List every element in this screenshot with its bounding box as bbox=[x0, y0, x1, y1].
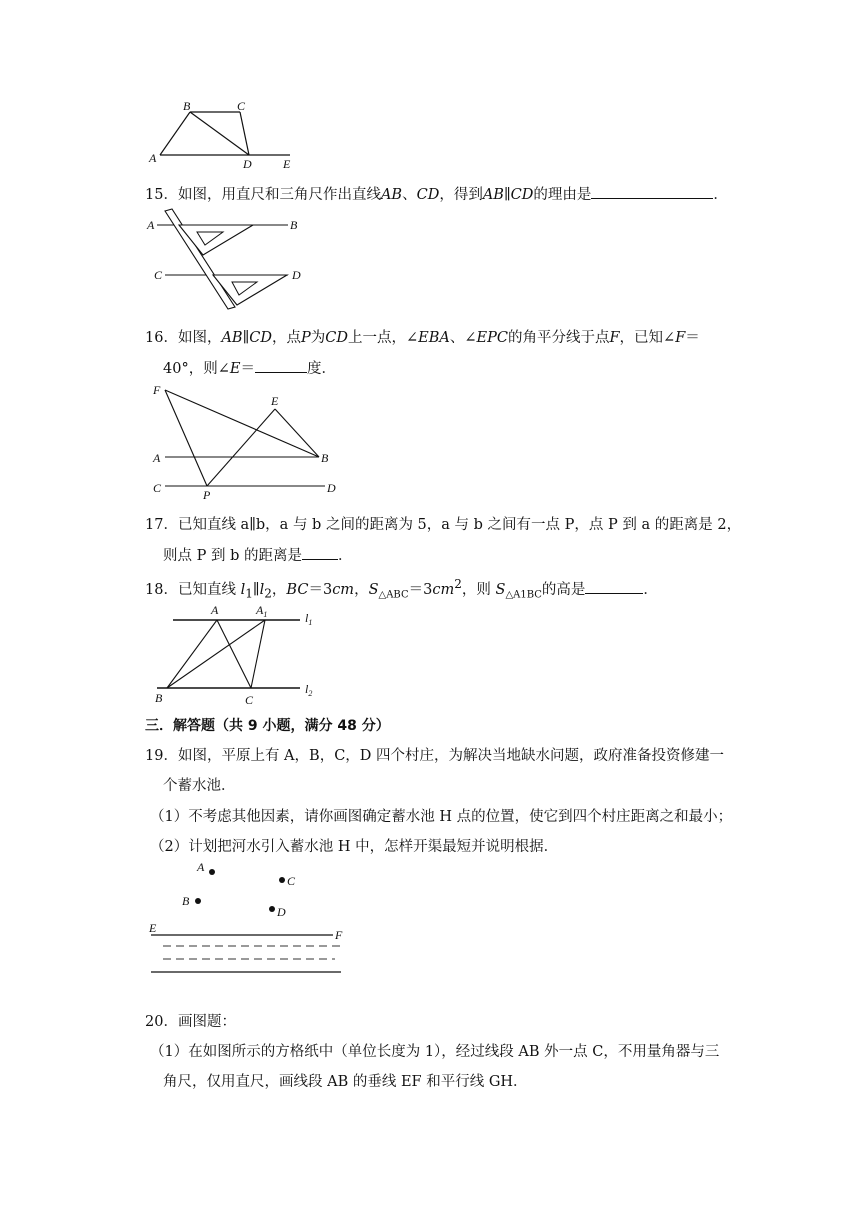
q15-sep: 、 bbox=[402, 187, 417, 203]
fig18-label-l2: $l_2$ bbox=[305, 682, 313, 698]
figure-q14-trapezoid bbox=[145, 96, 305, 172]
question-19-line-1 bbox=[145, 744, 724, 765]
fig16-label-p: P bbox=[203, 488, 211, 502]
q18-t: 的高是 bbox=[541, 581, 586, 598]
fig18-label-a: A bbox=[211, 603, 219, 617]
q18-cm: cm bbox=[332, 581, 355, 598]
q17-text-1: 已知直线 a∥b，a 与 b 之间的距离为 5，a 与 b 之间有一点 P，点 P 到 a 的距离是 2， bbox=[177, 517, 742, 533]
q18-l2: l bbox=[259, 581, 265, 598]
fig15-label-b: B bbox=[290, 218, 298, 232]
fig15-label-a: A bbox=[147, 218, 155, 232]
q15-number: 15． bbox=[145, 187, 178, 203]
q16-text-i: 、∠ bbox=[449, 330, 477, 346]
fig14-label-a: A bbox=[149, 151, 157, 165]
fig15-label-d: D bbox=[292, 268, 301, 282]
q15-ab: AB bbox=[380, 187, 403, 203]
fig19-label-b: B bbox=[182, 894, 190, 908]
q18-s2: S bbox=[495, 581, 506, 598]
q19-text-1: 如图，平原上有 A，B，C，D 四个村庄，为解决当地缺水问题，政府准备投资修建一 bbox=[177, 748, 725, 764]
fig16-label-d: D bbox=[327, 481, 336, 495]
q20-number: 20． bbox=[145, 1014, 178, 1030]
fig19-label-d: D bbox=[277, 905, 286, 919]
question-20-part-2: 角尺，仅用直尺，画线段 AB 的垂线 EF 和平行线 GH． bbox=[163, 1074, 528, 1090]
question-19-part-1: （1）不考虑其他因素，请你画图确定蓄水池 H 点的位置，使它到四个村庄距离之和最小； bbox=[150, 809, 733, 825]
q16-text-f: CD bbox=[325, 330, 348, 346]
figure-q18 bbox=[145, 600, 335, 710]
question-15 bbox=[145, 183, 728, 204]
q16-text-d: P bbox=[301, 330, 311, 346]
question-19-part-2: （2）计划把河水引入蓄水池 H 中，怎样开渠最短并说明根据． bbox=[150, 839, 559, 855]
q20-text-1: 画图题： bbox=[177, 1014, 236, 1030]
q15-cd: CD bbox=[416, 187, 440, 203]
fig18-label-b: B bbox=[155, 691, 163, 705]
question-18 bbox=[145, 577, 658, 601]
q16-number: 16． bbox=[145, 330, 178, 346]
q18-answer-blank[interactable] bbox=[585, 581, 643, 594]
fig14-label-b: B bbox=[183, 99, 191, 113]
fig16-label-b: B bbox=[321, 451, 329, 465]
q17-answer-blank[interactable] bbox=[302, 547, 338, 560]
village-b-dot bbox=[195, 898, 201, 904]
q16-text-a: 如图， bbox=[177, 330, 222, 346]
question-20-line-1 bbox=[145, 1010, 236, 1031]
q18-l: l bbox=[240, 581, 246, 598]
question-16-line-1 bbox=[145, 326, 700, 347]
q16-text-j: EPC bbox=[476, 330, 508, 346]
q16-text-2b: E bbox=[229, 361, 241, 377]
figure-q16 bbox=[145, 380, 345, 502]
q18-par: ∥ bbox=[252, 581, 260, 598]
q15-text: 如图，用直尺和三角尺作出直线 bbox=[177, 187, 381, 203]
q18-number: 18． bbox=[145, 581, 178, 598]
q18-sub-a1bc: △A1BC bbox=[505, 589, 542, 601]
q18-cm2: cm bbox=[432, 581, 455, 598]
fig14-label-e: E bbox=[283, 157, 291, 171]
village-a-dot bbox=[209, 869, 215, 875]
q18-end: ． bbox=[643, 581, 658, 598]
question-20-part-1: （1）在如图所示的方格纸中（单位长度为 1），经过线段 AB 外一点 C，不用量角器与三 bbox=[150, 1044, 720, 1060]
fig16-label-a: A bbox=[153, 451, 161, 465]
village-d-dot bbox=[269, 906, 275, 912]
q16-text-b: AB∥CD bbox=[221, 330, 272, 346]
fig18-label-c: C bbox=[245, 693, 254, 707]
q18-g: ， bbox=[271, 581, 287, 598]
fig19-label-f: F bbox=[335, 928, 343, 942]
fig15-label-c: C bbox=[154, 268, 163, 282]
fig16-label-e: E bbox=[271, 394, 279, 408]
q16-text-m: ，已知∠ bbox=[619, 330, 676, 346]
q16-text-2d: 度． bbox=[306, 361, 336, 377]
q18-s: S bbox=[368, 581, 379, 598]
q17-text-2: 则点 P 到 b 的距离是 bbox=[163, 548, 302, 564]
fig14-label-d: D bbox=[243, 157, 252, 171]
q16-text-g: 上一点，∠ bbox=[348, 330, 419, 346]
village-c-dot bbox=[279, 877, 285, 883]
q18-q: ，则 bbox=[461, 581, 496, 598]
q18-k: ， bbox=[354, 581, 369, 598]
q18-sub2: 2 bbox=[264, 586, 272, 601]
fig19-label-c: C bbox=[287, 874, 296, 888]
figure-q15-ruler-triangles bbox=[145, 205, 315, 315]
fig18-label-a1: $A_1$ bbox=[256, 603, 268, 619]
q15-answer-blank[interactable] bbox=[591, 186, 713, 199]
q16-text-n: F bbox=[675, 330, 686, 346]
q18-sup: 2 bbox=[454, 577, 462, 591]
figure-q19-villages-river bbox=[145, 855, 365, 980]
question-17-line-1 bbox=[145, 513, 741, 534]
fig19-label-a: A bbox=[197, 860, 205, 874]
q16-text-2a: 40°，则∠ bbox=[163, 361, 230, 377]
q15-mid: ，得到 bbox=[439, 187, 483, 203]
q16-answer-blank[interactable] bbox=[255, 360, 307, 373]
q15-parallel: AB∥CD bbox=[482, 187, 534, 203]
q15-post: 的理由是 bbox=[533, 187, 592, 203]
fig16-label-c: C bbox=[153, 481, 162, 495]
fig14-label-c: C bbox=[237, 99, 246, 113]
q15-end: ． bbox=[713, 187, 728, 203]
fig18-label-l1: $l_1$ bbox=[305, 611, 313, 627]
q16-text-o: ＝ bbox=[685, 330, 700, 346]
q18-a: 已知直线 bbox=[177, 581, 241, 598]
q16-text-l: F bbox=[609, 330, 620, 346]
q18-eq2: ＝3 bbox=[408, 581, 433, 598]
question-17-line-2 bbox=[163, 544, 352, 565]
fig16-label-f: F bbox=[153, 383, 161, 397]
question-19-line-2: 个蓄水池． bbox=[163, 778, 236, 794]
q18-bc: BC bbox=[286, 581, 309, 598]
q19-number: 19． bbox=[145, 748, 178, 764]
q16-text-e: 为 bbox=[310, 330, 326, 346]
q18-eq: ＝3 bbox=[308, 581, 333, 598]
q16-text-k: 的角平分线于点 bbox=[507, 330, 610, 346]
q17-end: ． bbox=[337, 548, 353, 564]
q18-sub1: 1 bbox=[245, 586, 253, 601]
question-16-line-2 bbox=[163, 357, 336, 378]
q17-number: 17． bbox=[145, 517, 178, 533]
q16-text-c: ，点 bbox=[272, 330, 301, 346]
section-3-heading: 三．解答题（共 9 小题，满分 48 分） bbox=[145, 718, 390, 734]
q16-text-2c: ＝ bbox=[240, 361, 255, 377]
fig19-label-e: E bbox=[149, 921, 157, 935]
q16-text-h: EBA bbox=[418, 330, 450, 346]
q18-sub-abc: △ABC bbox=[378, 589, 409, 601]
